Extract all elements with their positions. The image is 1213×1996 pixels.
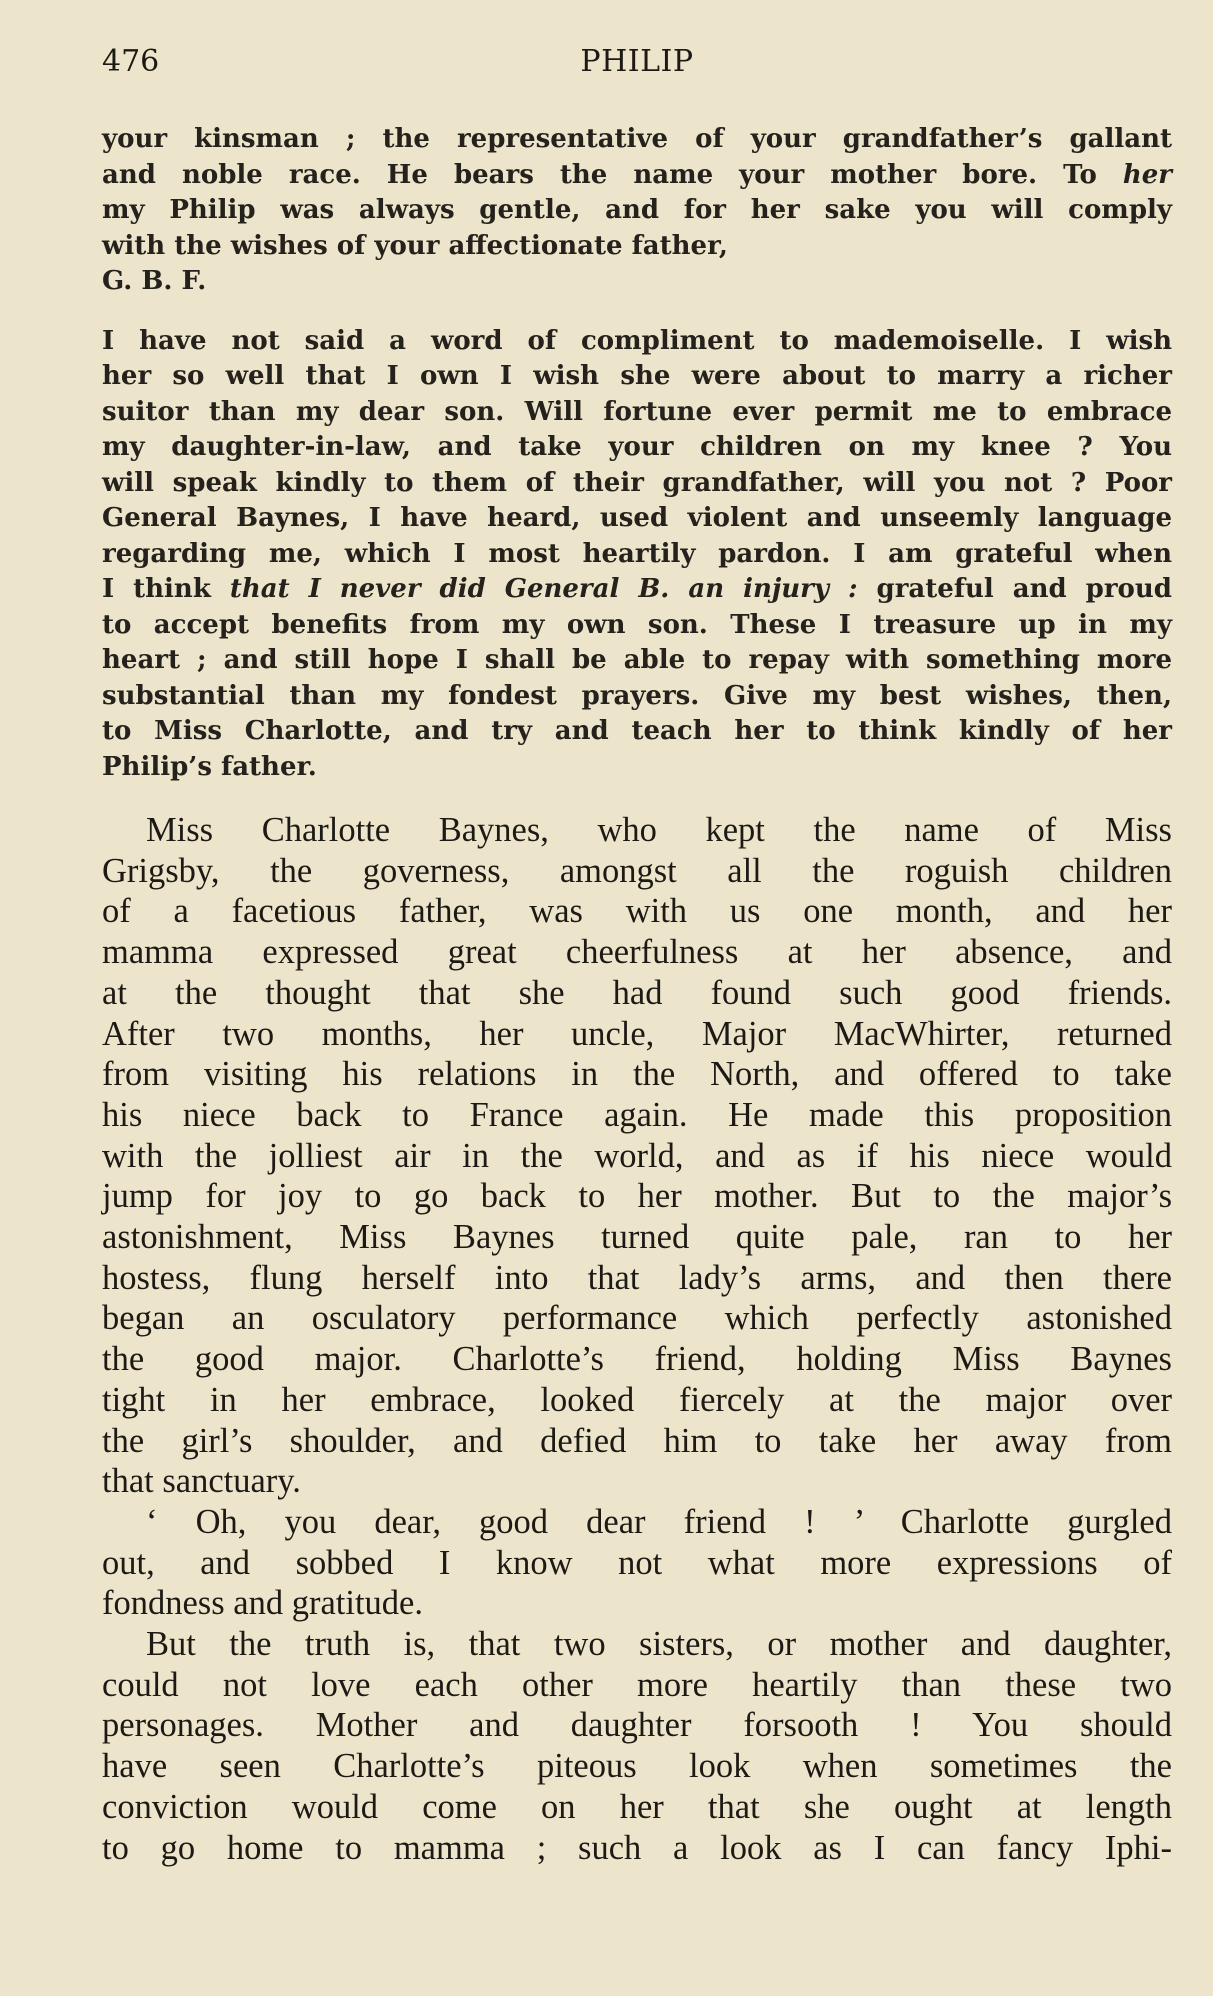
text-line: could not love each other more heartily than these two [102,1665,1172,1704]
text-line: his niece back to France again. He made this proposition [102,1095,1172,1134]
text-line: to Miss Charlotte, and try and teach her to think kindly of her [102,716,1172,746]
narrative-body [102,810,1172,1868]
text-line: her so well that I own I wish she were about to marry a richer [102,361,1172,391]
text-line: and noble race. He bears the name your mother bore. To her [102,159,1172,190]
text-line: with the jolliest air in the world, and as if his niece would [102,1136,1172,1175]
text-line: hostess, flung herself into that lady’s arms, and then there [102,1258,1172,1297]
emphasis-never-injury: that I never did General B. an injury : [229,574,858,604]
running-title: PHILIP [580,44,694,79]
letter-excerpt [102,122,1172,785]
text-line: tight in her embrace, looked fiercely at the major over [102,1380,1172,1419]
text-line: have seen Charlotte’s piteous look when sometimes the [102,1747,1172,1786]
text-line: ‘ Oh, you dear, good dear friend ! ’ Charlotte gurgled [146,1502,1172,1541]
text-line: But the truth is, that two sisters, or mother and daughter, [146,1625,1172,1664]
text-line: regarding me, which I most heartily pardon. I am grateful when [102,538,1172,569]
text-line: the girl’s shoulder, and defied him to take her away from [102,1421,1172,1460]
letter-closing-paragraph [102,122,1172,300]
text-line: jump for joy to go back to her mother. But to the major’s [102,1177,1172,1216]
text-line: with the wishes of your affectionate father, [102,230,728,261]
text-line: the good major. Charlotte’s friend, holding Miss Baynes [102,1340,1172,1379]
text-line: substantial than my fondest prayers. Give my best wishes, then, [102,680,1172,711]
text-line: I think that I never did General B. an injury : grateful and proud [102,574,1172,604]
text-line: that sanctuary. [102,1462,301,1501]
text-line: out, and sobbed I know not what more expressions of [102,1543,1172,1582]
text-line: Miss Charlotte Baynes, who kept the name of Miss [146,811,1172,849]
letter-signature: G. B. F. [102,266,207,296]
text-line: to accept benefits from my own son. These I treasure up in my [102,609,1172,640]
text-line: mamma expressed great cheerfulness at her absence, and [102,933,1172,972]
text-line: fondness and gratitude. [102,1584,423,1623]
page-header [102,44,1172,88]
letter-postscript [102,324,1172,786]
text-line: my Philip was always gentle, and for her sake you will comply [102,195,1172,225]
text-line: from visiting his relations in the North, and offered to take [102,1055,1172,1094]
text-line: After two months, her uncle, Major MacWhirter, returned [102,1014,1172,1053]
text-line: my daughter-in-law, and take your children on my knee ? You [102,432,1172,462]
text-line: conviction would come on her that she ought at length [102,1787,1172,1826]
emphasis-her: her [1122,159,1172,190]
text-line: heart ; and still hope I shall be able to repay with something more [102,645,1172,675]
text-line: began an osculatory performance which perfectly astonished [102,1299,1172,1338]
text-line: I have not said a word of compliment to mademoiselle. I wish [102,325,1172,356]
page-number: 476 [102,44,160,79]
text-line: at the thought that she had found such good friends. [102,973,1172,1012]
text-line: astonishment, Miss Baynes turned quite pale, ran to her [102,1218,1172,1257]
text-line: will speak kindly to them of their grandfather, will you not ? Poor [102,467,1172,498]
text-line: personages. Mother and daughter forsooth ! You should [102,1706,1172,1745]
paragraph-charlotte-visit [102,810,1172,1502]
text-line: of a facetious father, was with us one month, and her [102,892,1172,931]
text-line: Grigsby, the governess, amongst all the roguish children [102,851,1172,890]
text-line: to go home to mamma ; such a look as I can fancy Iphi- [102,1828,1172,1867]
text-line: your kinsman ; the representative of your grandfather’s gallant [102,124,1172,154]
text-line: General Baynes, I have heard, used violent and unseemly language [102,503,1172,533]
paragraph-truth-is [102,1624,1172,1868]
paragraph-charlotte-exclaims [102,1502,1172,1624]
text-line: Philip’s father. [102,751,317,782]
text-line: suitor than my dear son. Will fortune ever permit me to embrace [102,396,1172,427]
